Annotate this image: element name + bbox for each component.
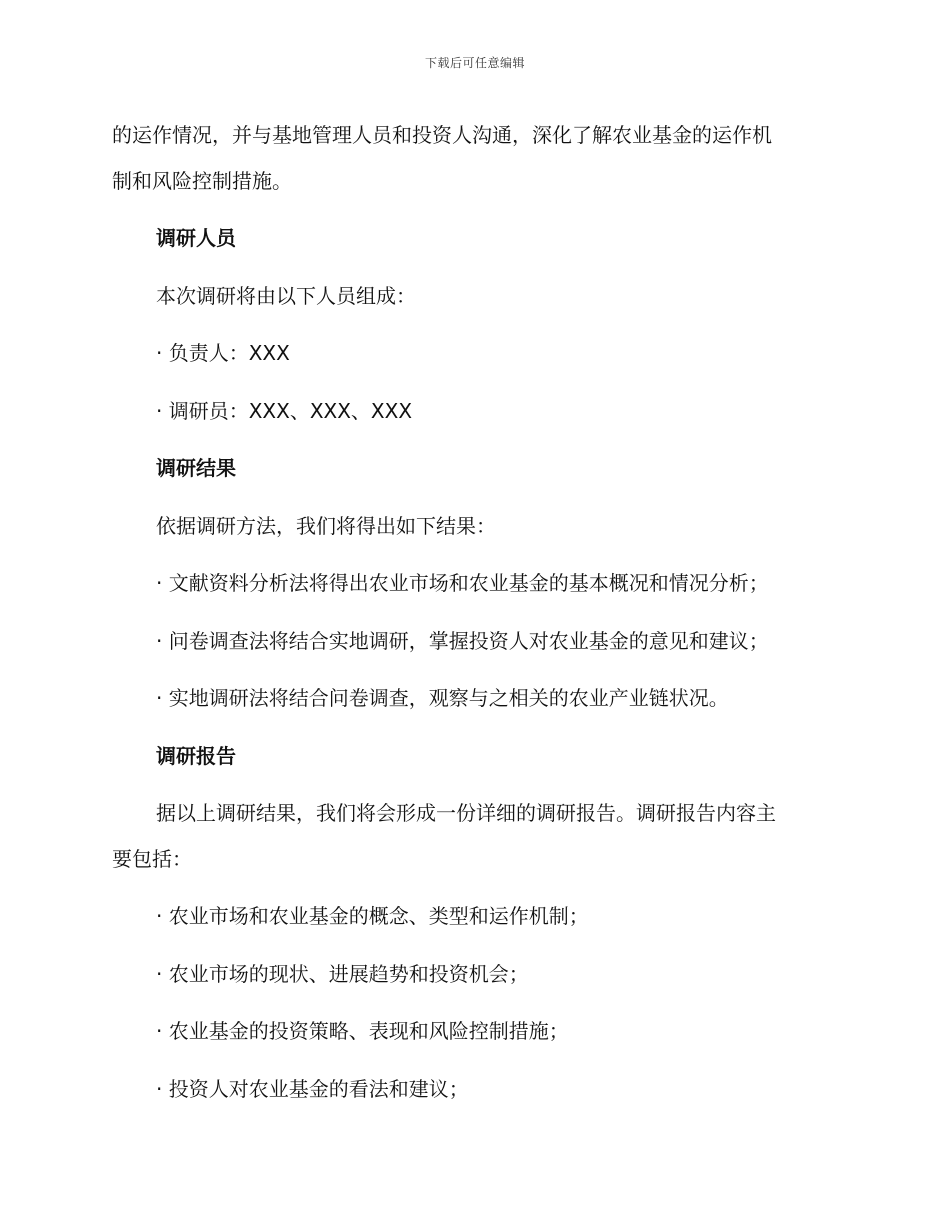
personnel-item-lead: · 负责人：XXX: [156, 341, 290, 365]
results-item-literature: · 文献资料分析法将得出农业市场和农业基金的基本概况和情况分析；: [156, 571, 769, 595]
report-item-concepts: · 农业市场和农业基金的概念、类型和运作机制；: [156, 904, 589, 928]
report-intro-line-2: 要包括：: [112, 847, 192, 871]
report-item-market-status: · 农业市场的现状、进展趋势和投资机会；: [156, 961, 529, 986]
document-body: [112, 112, 836, 1112]
intro-paragraph: [112, 112, 836, 204]
results-item-fieldwork: · 实地调研法将结合问卷调查，观察与之相关的农业产业链状况。: [156, 686, 729, 710]
personnel-item-researchers: · 调研员：XXX、XXX、XXX: [156, 398, 413, 423]
page-header: 下载后可任意编辑: [424, 56, 525, 70]
personnel-heading: 调研人员: [156, 226, 236, 250]
report-intro-paragraph: [112, 790, 836, 882]
results-heading: 调研结果: [156, 456, 236, 480]
report-item-fund-strategy: · 农业基金的投资策略、表现和风险控制措施；: [156, 1019, 569, 1043]
personnel-intro: 本次调研将由以下人员组成：: [156, 283, 416, 308]
report-intro-line-1: 据以上调研结果，我们将会形成一份详细的调研报告。调研报告内容主: [156, 801, 776, 825]
results-item-questionnaire: · 问卷调查法将结合实地调研，掌握投资人对农业基金的意见和建议；: [156, 628, 769, 653]
report-heading: 调研报告: [156, 743, 236, 768]
report-item-investor-views: · 投资人对农业基金的看法和建议；: [156, 1076, 469, 1101]
results-intro: 依据调研方法，我们将得出如下结果：: [156, 513, 496, 538]
intro-line-1: 的运作情况，并与基地管理人员和投资人沟通，深化了解农业基金的运作机: [112, 123, 772, 147]
intro-line-2: 制和风险控制措施。: [112, 169, 292, 193]
